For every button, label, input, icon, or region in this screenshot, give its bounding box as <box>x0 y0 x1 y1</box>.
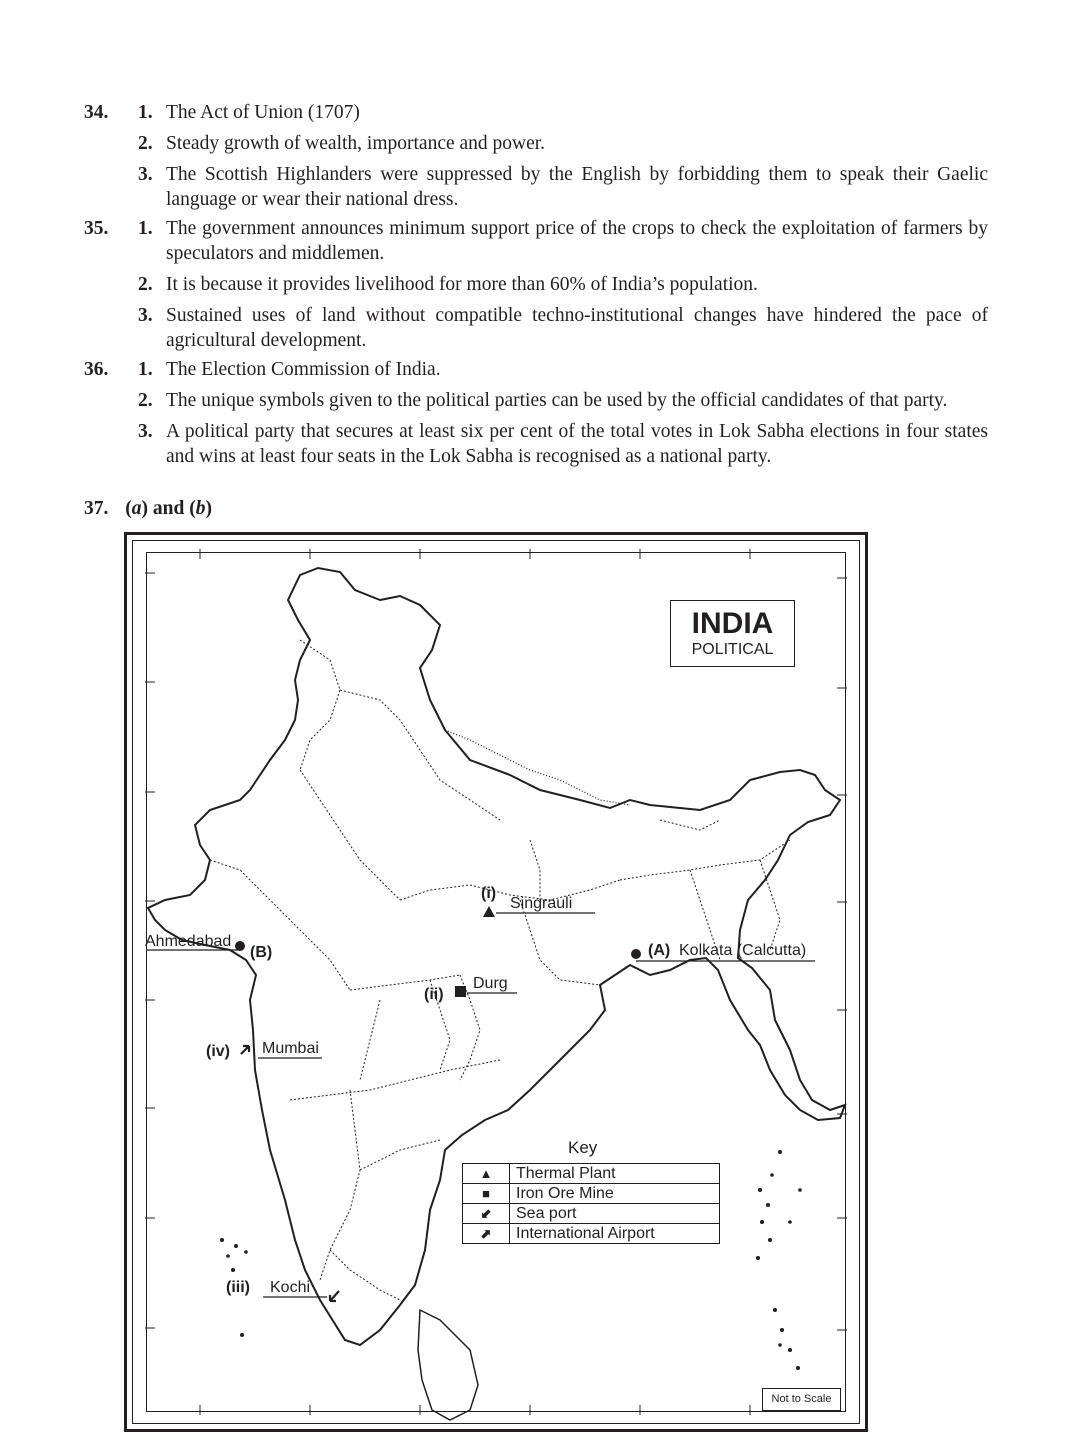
mumbai-marker: (iv) <box>206 1043 230 1060</box>
and-text: and <box>152 498 185 519</box>
answer-item <box>84 162 988 212</box>
question-37: 37. (a) and (b) <box>84 498 212 519</box>
answer-item <box>84 419 988 469</box>
item-number: 3. <box>138 164 153 185</box>
item-text: The Act of Union (1707) <box>166 102 360 123</box>
question-34 <box>84 100 988 218</box>
answer-item <box>84 131 988 156</box>
item-number: 2. <box>138 133 153 154</box>
key-label: International Airport <box>510 1224 720 1244</box>
question-35 <box>84 216 988 359</box>
kochi-label: Kochi <box>270 1279 311 1296</box>
map-subtitle: POLITICAL <box>691 641 774 658</box>
square-icon: ■ <box>463 1184 510 1204</box>
key-row <box>463 1224 720 1244</box>
triangle-icon: ▲ <box>463 1164 510 1184</box>
item-number: 1. <box>138 102 153 123</box>
answer-item <box>84 216 988 266</box>
key-label: Iron Ore Mine <box>510 1184 720 1204</box>
map-neatline <box>146 552 846 1412</box>
key-row <box>463 1164 720 1184</box>
answer-item <box>84 388 988 413</box>
answer-item <box>84 100 988 125</box>
answer-item <box>84 303 988 353</box>
key-row <box>463 1204 720 1224</box>
key-row <box>463 1184 720 1204</box>
kolkata-marker: (A) <box>648 942 671 959</box>
item-number: 2. <box>138 274 153 295</box>
ahmedabad-label: Ahmedabad <box>145 933 232 950</box>
ahmedabad-marker: (B) <box>250 944 273 961</box>
key-label: Sea port <box>510 1204 720 1224</box>
mumbai-label: Mumbai <box>262 1040 319 1057</box>
item-text: It is because it provides livelihood for more than 60% of India’s population. <box>166 274 758 295</box>
part-a: a <box>131 498 142 519</box>
question-36 <box>84 357 988 475</box>
question-number: 35. <box>84 218 109 239</box>
durg-label: Durg <box>473 975 508 992</box>
map-title-box <box>670 600 795 667</box>
answer-item <box>84 272 988 297</box>
item-number: 2. <box>138 390 153 411</box>
key-title: Key <box>568 1138 598 1157</box>
map-frame <box>124 532 868 1432</box>
item-text: A political party that secures at least six per cent of the total votes in Lok Sabha elections in four states and wins at least four seats in the Lok Sabha is recognised as a national party. <box>166 421 988 467</box>
airport-arrow-icon: ⬈ <box>463 1224 510 1244</box>
question-number: 37. <box>84 498 109 519</box>
item-number: 1. <box>138 218 153 239</box>
key-label: Thermal Plant <box>510 1164 720 1184</box>
map-title: INDIA <box>691 607 774 640</box>
map-key-table <box>462 1163 720 1244</box>
sea-port-arrow-icon: ⬋ <box>463 1204 510 1224</box>
kochi-marker: (iii) <box>226 1279 250 1296</box>
item-text: The unique symbols given to the political parties can be used by the official candidates of that party. <box>166 390 948 411</box>
item-text: The government announces minimum support price of the crops to check the exploitation of farmers by speculators and middlemen. <box>166 218 988 264</box>
answer-item <box>84 357 988 382</box>
item-text: Sustained uses of land without compatible techno-institutional changes have hindered the pace of agricultural development. <box>166 305 988 351</box>
question-number: 36. <box>84 359 109 380</box>
item-number: 3. <box>138 421 153 442</box>
item-text: The Scottish Highlanders were suppressed by the English by forbidding them to speak their Gaelic language or wear their national dress. <box>166 164 988 210</box>
question-number: 34. <box>84 102 109 123</box>
item-number: 1. <box>138 359 153 380</box>
singrauli-label: Singrauli <box>510 895 573 912</box>
item-number: 3. <box>138 305 153 326</box>
item-text: The Election Commission of India. <box>166 359 441 380</box>
kolkata-label: Kolkata (Calcutta) <box>679 942 807 959</box>
durg-marker: (ii) <box>424 986 444 1003</box>
item-text: Steady growth of wealth, importance and power. <box>166 133 546 154</box>
singrauli-marker: (i) <box>481 885 497 902</box>
part-b: b <box>195 498 206 519</box>
scale-note: Not to Scale <box>762 1388 841 1411</box>
